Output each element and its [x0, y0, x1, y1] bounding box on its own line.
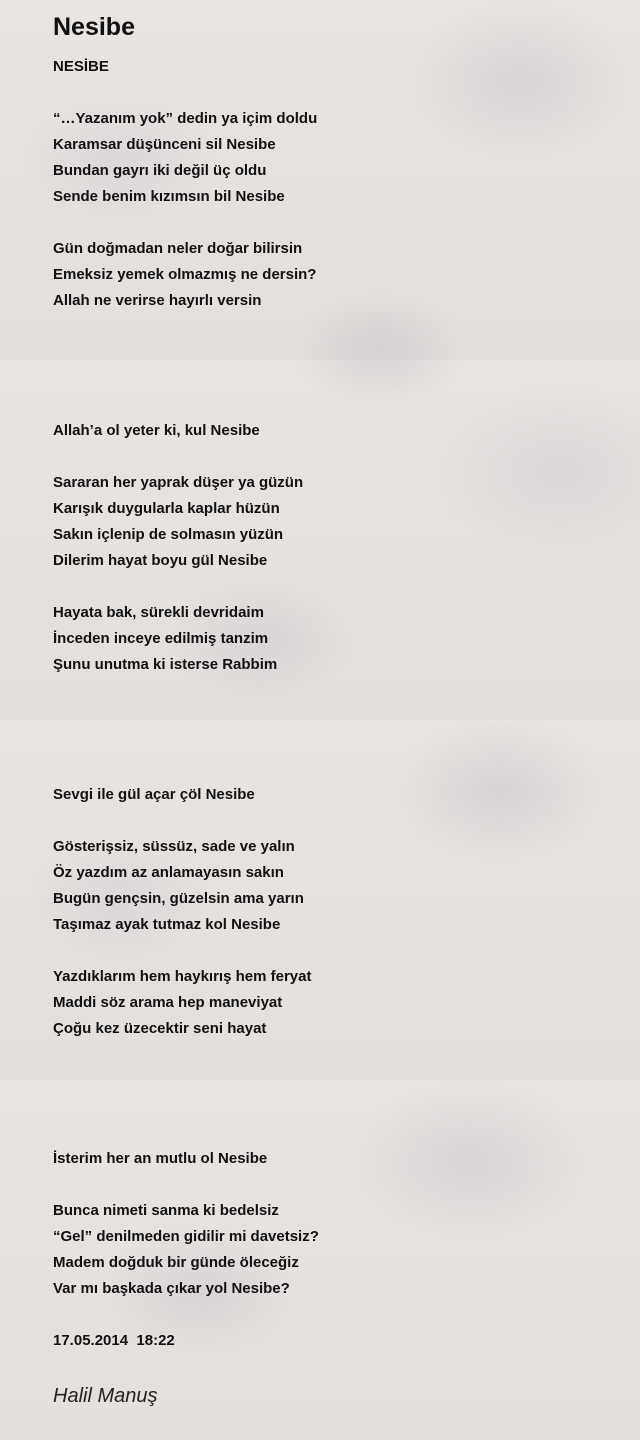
blank-line [53, 366, 613, 392]
poem-line: Maddi söz arama hep maneviyat [53, 994, 283, 1011]
poem-line: 17.05.2014 18:22 [53, 1332, 175, 1349]
blank-line [53, 678, 613, 704]
blank-line [53, 938, 613, 964]
poem-title: Nesibe [53, 13, 135, 41]
poem-author: Halil Manuş [53, 1385, 158, 1407]
poem-line: Hayata bak, sürekli devridaim [53, 604, 264, 621]
blank-line [53, 314, 613, 340]
poem-line: Taşımaz ayak tutmaz kol Nesibe [53, 916, 281, 933]
blank-line [53, 704, 613, 730]
poem-page [53, 12, 613, 1410]
poem-line: Bundan gayrı iki değil üç oldu [53, 162, 267, 179]
poem-body [53, 54, 613, 1354]
poem-line: Dilerim hayat boyu gül Nesibe [53, 552, 268, 569]
poem-line: Bunca nimeti sanma ki bedelsiz [53, 1202, 279, 1219]
poem-line: Var mı başkada çıkar yol Nesibe? [53, 1280, 290, 1297]
blank-line [53, 392, 613, 418]
poem-line: Allah ne verirse hayırlı versin [53, 292, 262, 309]
blank-line [53, 210, 613, 236]
poem-line: İnceden inceye edilmiş tanzim [53, 630, 269, 647]
poem-line: Çoğu kez üzecektir seni hayat [53, 1020, 267, 1037]
poem-line: Karamsar düşünceni sil Nesibe [53, 136, 276, 153]
poem-line: Yazdıklarım hem haykırış hem feryat [53, 968, 312, 985]
poem-line: Sararan her yaprak düşer ya güzün [53, 474, 304, 491]
poem-line: Gün doğmadan neler doğar bilirsin [53, 240, 303, 257]
poem-line: Emeksiz yemek olmazmış ne dersin? [53, 266, 317, 283]
poem-line: Öz yazdım az anlamayasın sakın [53, 864, 284, 881]
blank-line [53, 574, 613, 600]
poem-line: Madem doğduk bir günde öleceğiz [53, 1254, 299, 1271]
poem-line: Bugün gençsin, güzelsin ama yarın [53, 890, 304, 907]
poem-line: Sevgi ile gül açar çöl Nesibe [53, 786, 255, 803]
poem-line: Sende benim kızımsın bil Nesibe [53, 188, 285, 205]
poem-line: Şunu unutma ki isterse Rabbim [53, 656, 278, 673]
blank-line [53, 756, 613, 782]
blank-line [53, 1042, 613, 1068]
poem-line: Karışık duygularla kaplar hüzün [53, 500, 280, 517]
blank-line [53, 730, 613, 756]
blank-line [53, 340, 613, 366]
poem-line: Sakın içlenip de solmasın yüzün [53, 526, 284, 543]
blank-line [53, 1302, 613, 1328]
poem-line: “Gel” denilmeden gidilir mi davetsiz? [53, 1228, 319, 1245]
blank-line [53, 1068, 613, 1094]
poem-line: “…Yazanım yok” dedin ya içim doldu [53, 110, 318, 127]
blank-line [53, 80, 613, 106]
blank-line [53, 1172, 613, 1198]
blank-line [53, 808, 613, 834]
blank-line [53, 1094, 613, 1120]
poem-line: Gösterişsiz, süssüz, sade ve yalın [53, 838, 295, 855]
poem-line: Allah’a ol yeter ki, kul Nesibe [53, 422, 260, 439]
poem-line: İsterim her an mutlu ol Nesibe [53, 1150, 268, 1167]
blank-line [53, 1120, 613, 1146]
blank-line [53, 444, 613, 470]
poem-line: NESİBE [53, 58, 109, 75]
